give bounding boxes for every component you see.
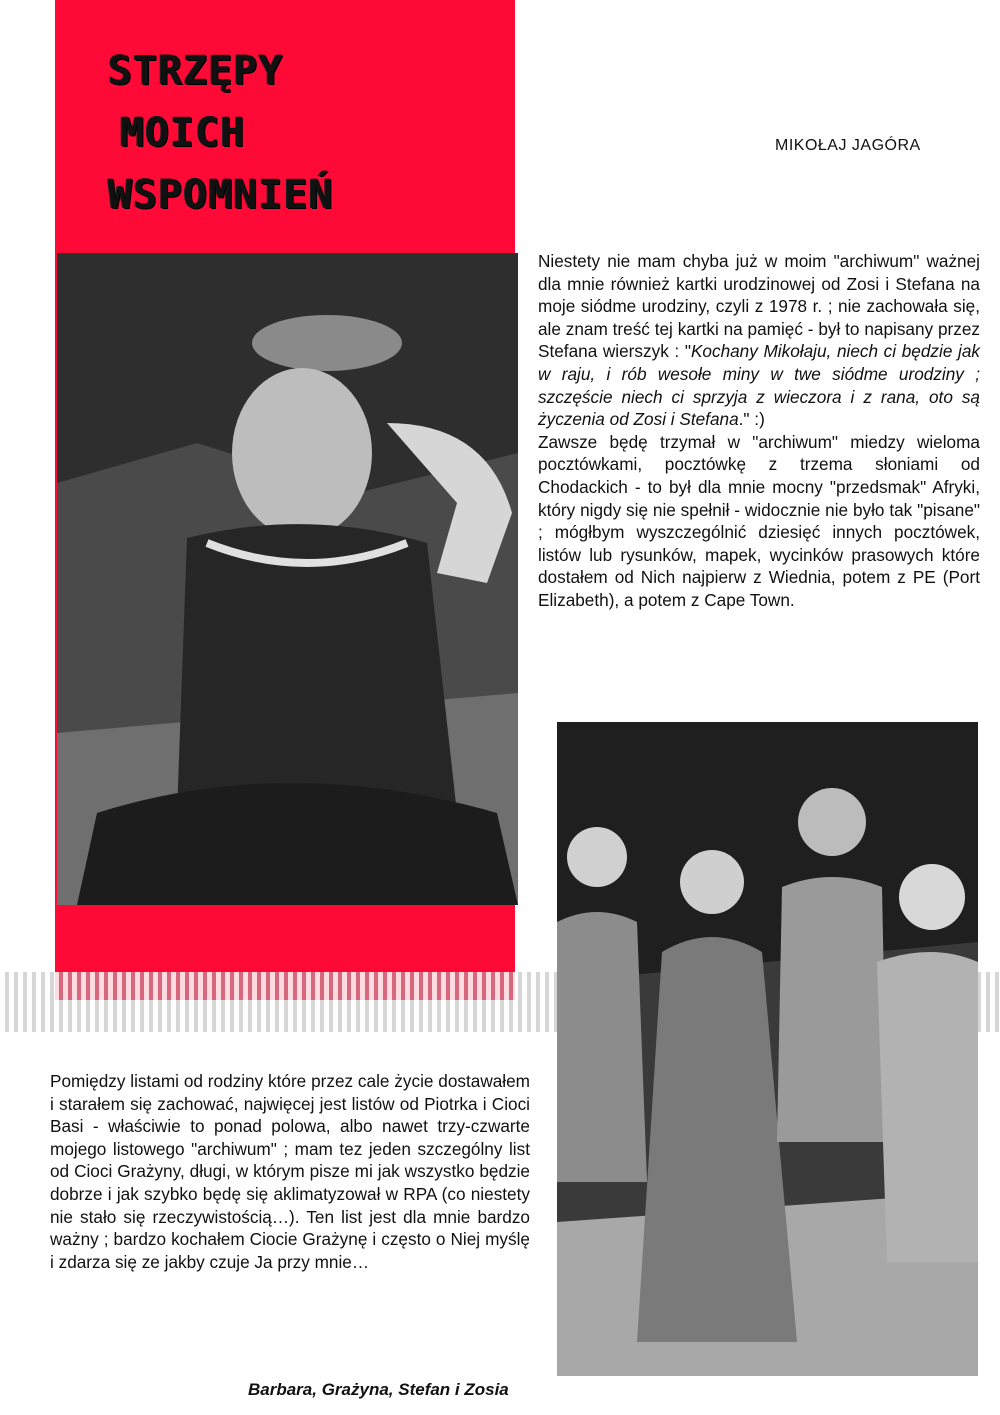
photo-group: [557, 722, 978, 1376]
paragraph-letters: Pomiędzy listami od rodziny które przez cale życie dostawałem i starałem się zachować, najwięcej jest listów od Piotrka i Cioci Basi - właściwie to ponad polowa, albo nawet trzy-czwarte mojego listowego "archiwum" ; mam tez jeden szczególny list od Cioci Grażyny, długi, w którym pisze mi jak wszystko będzie dobrze i jak szybko będę się aklimatyzował w RPA (co niestety nie stało się rzeczywistością…). Ten list jest dla mnie bardzo ważny ; bardzo kochałem Ciocie Grażynę i często o Niej myślę i zdarza się ze jakby czuje Ja przy mnie…: [50, 1071, 530, 1272]
birthday-card-text: Niestety nie mam chyba już w moim "archiwum" ważnej dla mnie również kartki urodzinowej od Zosi i Stefana na moje siódme urodziny, czyli z 1978 r. ; nie zachowała się, ale znam treść tej kartki na pamięć - był to napisany przez Stefana wierszyk : ": [538, 251, 980, 362]
title-line-1: STRZĘPY: [108, 48, 284, 94]
article-text-right: [538, 250, 980, 612]
page-title: [108, 40, 334, 226]
article-text-left: [50, 1070, 530, 1273]
photo-boy: [57, 253, 518, 905]
birthday-card-text-end: ." :): [738, 409, 765, 430]
author-name: MIKOŁAJ JAGÓRA: [775, 137, 921, 154]
birthday-poem: Kochany Mikołaju, niech ci będzie jak w raju, i rób wesołe miny w twe siódme urodziny ; szczęście niech ci sprzyja z wieczora i z rana, oto są życzenia od Zosi i Stefana: [538, 341, 981, 430]
title-line-2: MOICH: [120, 110, 246, 156]
title-line-3: WSPOMNIEŃ: [108, 172, 334, 218]
paragraph-postcards: Zawsze będę trzymał w "archiwum" miedzy wieloma pocztówkami, pocztówkę z trzema słoniami od Chodackich - to był dla mnie mocny "przedsmak" Afryki, który nigdy się nie spełnił - widocznie nie było tak "pisane" ; mógłbym wyszczególnić dziesięć innych pocztówek, listów lub rysunków, mapek, wycinków prasowych które dostałem od Nich najpierw z Wiednia, potem z PE (Port Elizabeth), a potem z Cape Town.: [538, 431, 980, 610]
paragraph-birthday-card: [538, 250, 980, 431]
photo-caption: Barbara, Grażyna, Stefan i Zosia: [248, 1380, 509, 1399]
